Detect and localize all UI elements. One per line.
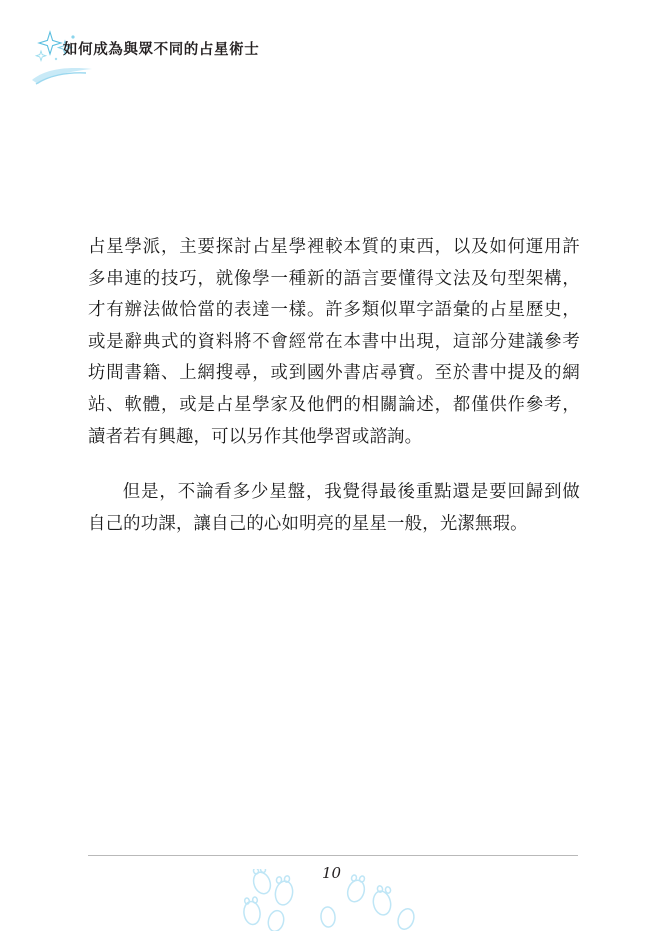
page-number: 10 — [321, 864, 342, 882]
blue-swoosh-icon — [30, 64, 100, 86]
paragraph-1: 占星學派，主要探討占星學裡較本質的東西，以及如何運用許多串連的技巧，就像學一種新的語言要懂得文法及句型架構，才有辦法做恰當的表達一樣。許多類似單字語彙的占星歷史，或是辭典式的資料將不會經常在本書中出現，這部分建議參考坊間書籍、上網搜尋，或到國外書店尋寶。至於書中提及的網站、軟體，或是占星學家及他們的相關論述，都僅供作參考，讀者若有興趣，可以另作其他學習或諮詢。 — [88, 237, 580, 447]
paragraph-2: 但是，不論看多少星盤，我覺得最後重點還是要回歸到做自己的功課，讓自己的心如明亮的星星一般，光潔無瑕。 — [88, 482, 580, 534]
footprints-ornament-icon — [232, 869, 432, 931]
page-header — [0, 28, 663, 80]
footer-divider — [88, 855, 578, 856]
page-footer — [0, 831, 663, 941]
page-content — [88, 232, 580, 540]
page-title: 如何成為與眾不同的占星術士 — [63, 42, 260, 58]
